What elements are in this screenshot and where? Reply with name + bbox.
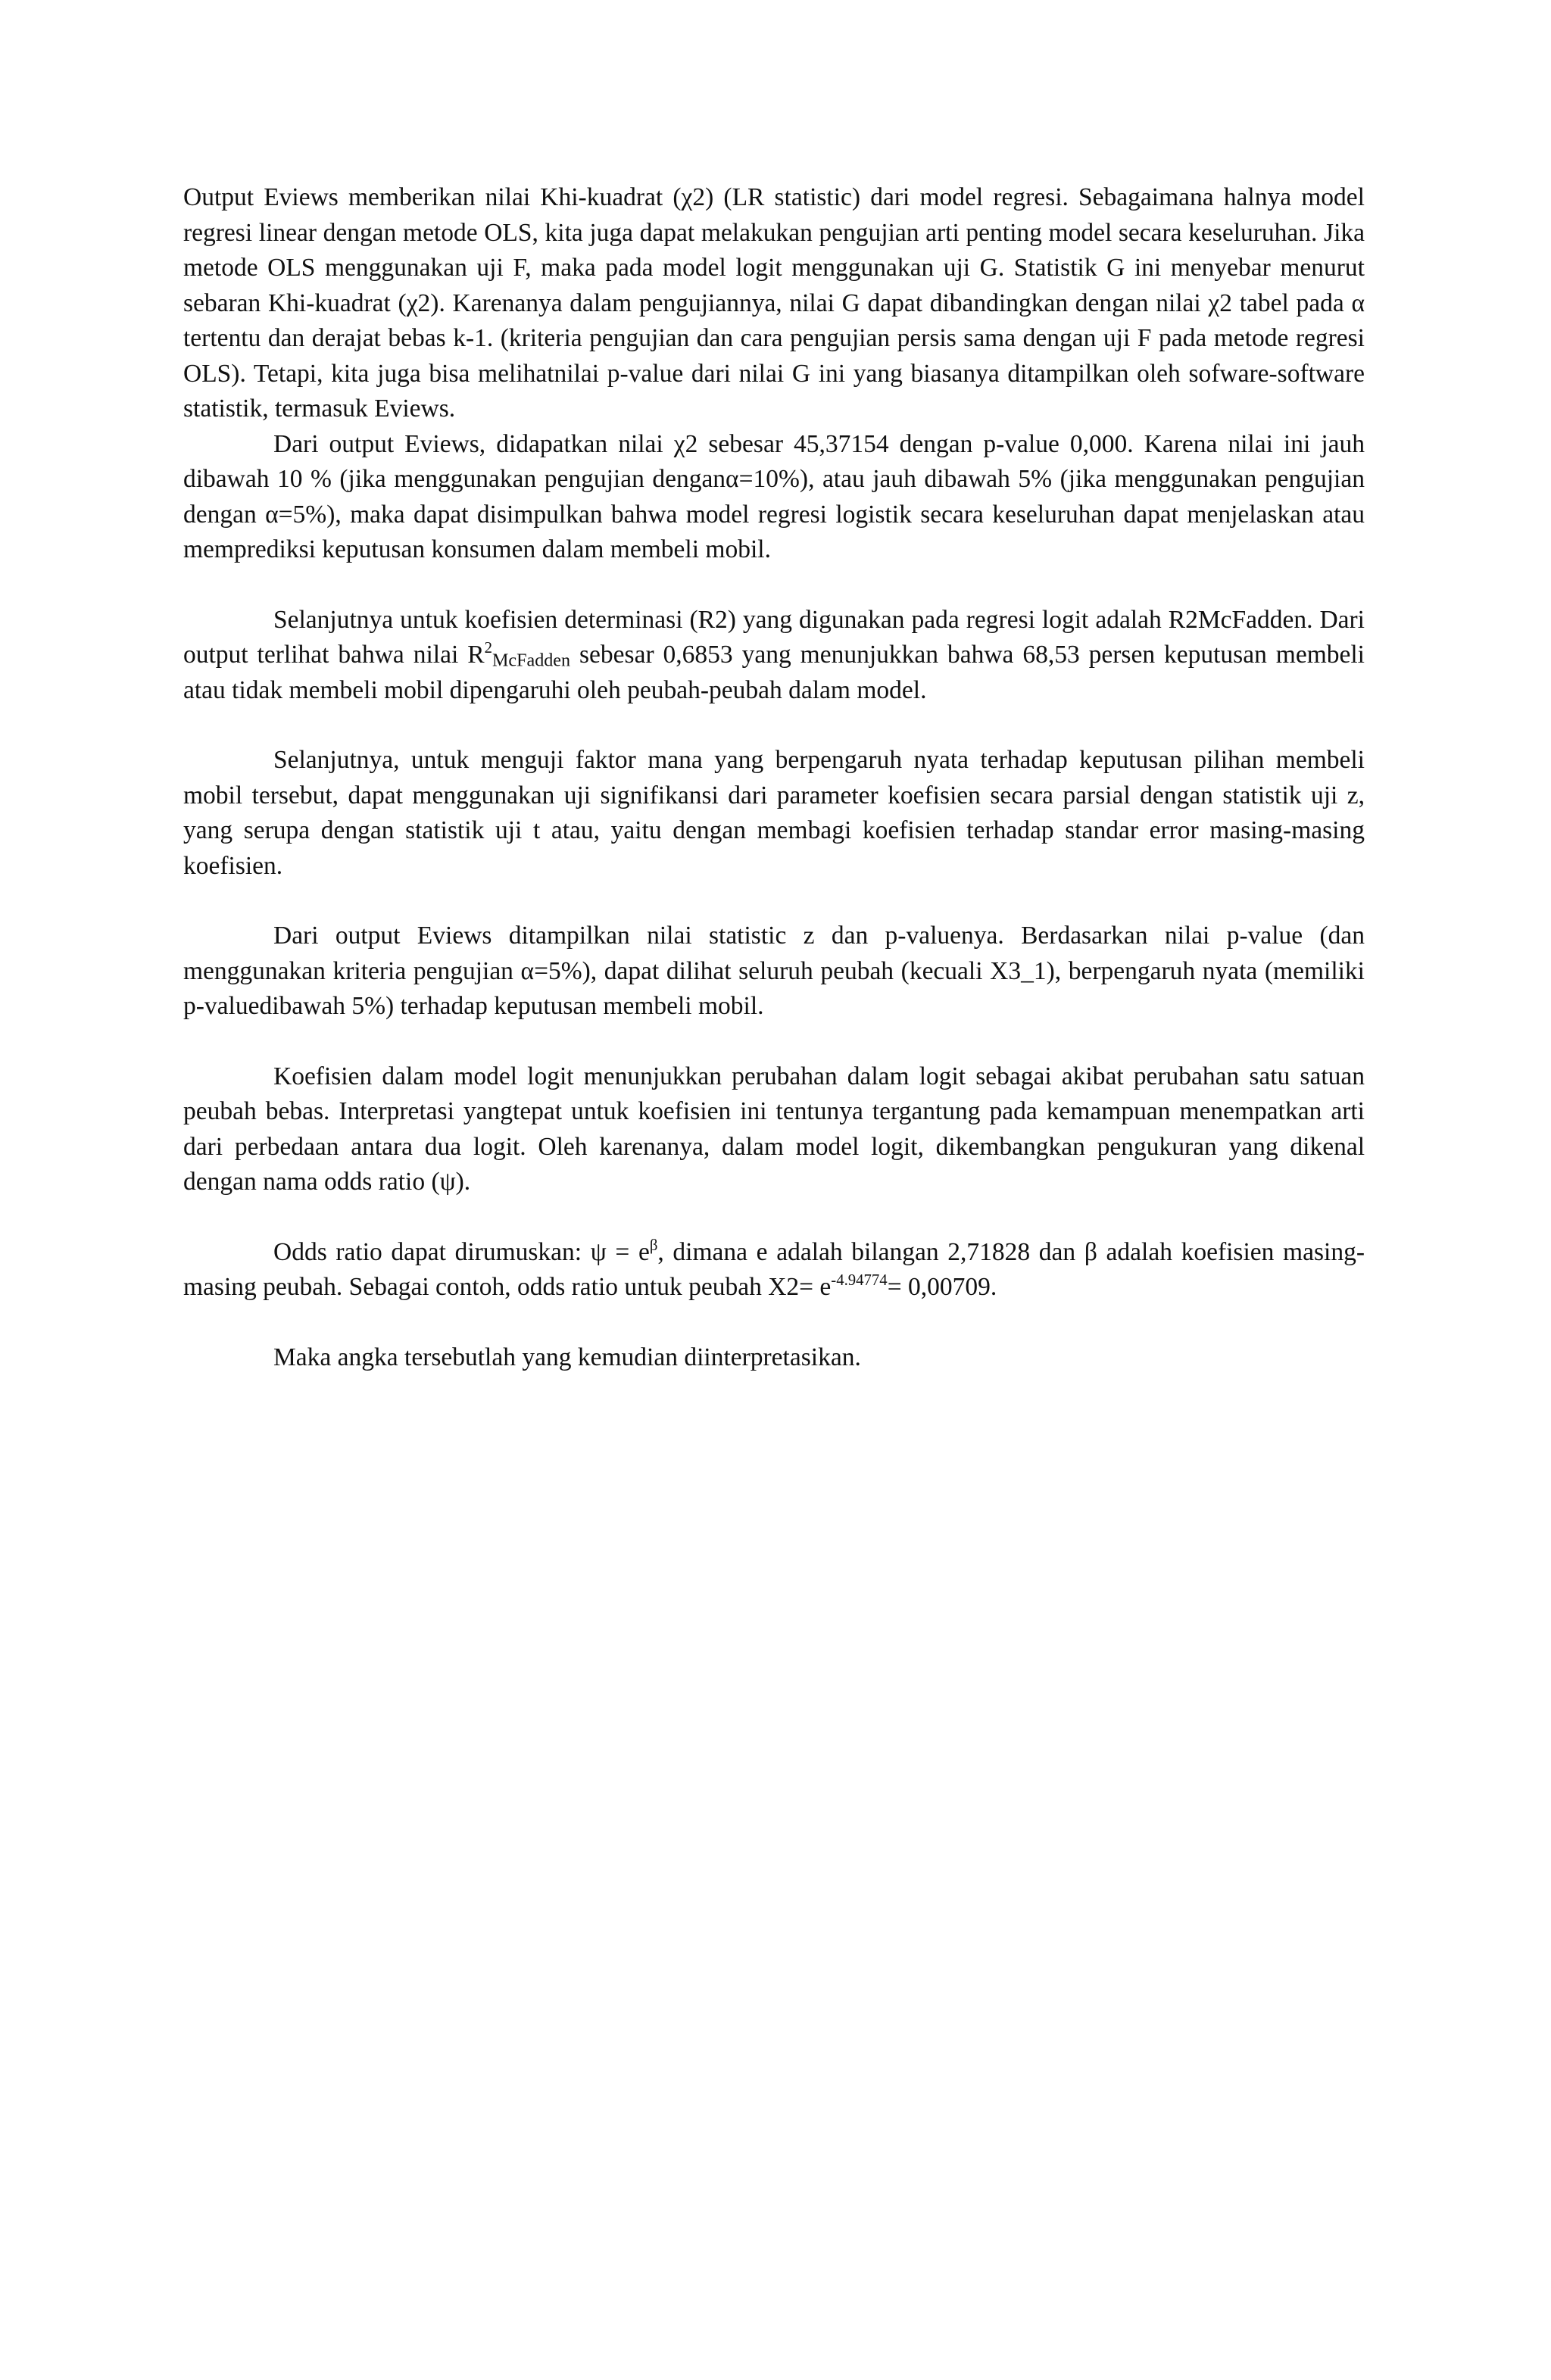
paragraph-chi-square-intro: Output Eviews memberikan nilai Khi-kuadrat (χ2) (LR statistic) dari model regresi. Sebagaimana halnya model regresi linear dengan metode OLS, kita juga dapat melakukan pengujian arti penting model secara keseluruhan. Jika metode OLS menggunakan uji F, maka pada model logit menggunakan uji G. Statistik G ini menyebar menurut sebaran Khi-kuadrat (χ2). Karenanya dalam pengujiannya, nilai G dapat dibandingkan dengan nilai χ2 tabel pada α tertentu dan derajat bebas k-1. (kriteria pengujian dan cara pengujian persis sama dengan uji F pada metode regresi OLS). Tetapi, kita juga bisa melihatnilai p-value dari nilai G ini yang biasanya ditampilkan oleh sofware-software statistik, termasuk Eviews. bbox=[183, 183, 1365, 423]
paragraph-conclusion: Maka angka tersebutlah yang kemudian diinterpretasikan. bbox=[273, 1343, 861, 1371]
beta-superscript: β bbox=[649, 1236, 658, 1254]
mcfadden-text-part1: Selanjutnya untuk koefisien determinasi (R2) yang digunakan pada regresi logit adalah R2McFadden. Dari output terlihat bahwa nilai R bbox=[183, 605, 1365, 669]
r-squared-superscript: 2 bbox=[484, 639, 492, 657]
paragraph-z-result: Dari output Eviews ditampilkan nilai statistic z dan p-valuenya. Berdasarkan nilai p-value (dan menggunakan kriteria pengujian α=5%), dapat dilihat seluruh peubah (kecuali X3_1), berpengaruh nyata (memiliki p-valuedibawah 5%) terhadap keputusan membeli mobil. bbox=[183, 922, 1365, 1020]
paragraph-logit-coefficient: Koefisien dalam model logit menunjukkan perubahan dalam logit sebagai akibat perubahan satu satuan peubah bebas. Interpretasi yangtepat untuk koefisien ini tentunya tergantung pada kemampuan menempatkan arti dari perbedaan antara dua logit. Oleh karenanya, dalam model logit, dikembangkan pengukuran yang dikenal dengan nama odds ratio (ψ). bbox=[183, 1062, 1365, 1196]
odds-text-part3: = 0,00709. bbox=[887, 1273, 997, 1301]
paragraph-z-test: Selanjutnya, untuk menguji faktor mana yang berpengaruh nyata terhadap keputusan pilihan membeli mobil tersebut, dapat menggunakan uji signifikansi dari parameter koefisien secara parsial dengan statistik uji z, yang serupa dengan statistik uji t atau, yaitu dengan membagi koefisien terhadap standar error masing-masing koefisien. bbox=[183, 746, 1365, 880]
odds-text-part2: , dimana e adalah bilangan 2,71828 dan β adalah koefisien masing-masing peubah. Sebagai contoh, odds ratio untuk peubah X2= e bbox=[183, 1237, 1365, 1301]
odds-text-part1: Odds ratio dapat dirumuskan: ψ = e bbox=[273, 1237, 650, 1266]
mcfadden-subscript: McFadden bbox=[492, 650, 571, 671]
paragraph-odds-ratio bbox=[183, 1235, 1365, 1305]
document-page bbox=[183, 180, 1365, 1375]
exponent-superscript: -4.94774 bbox=[831, 1271, 888, 1290]
paragraph-chi-square-result: Dari output Eviews, didapatkan nilai χ2 sebesar 45,37154 dengan p-value 0,000. Karena nilai ini jauh dibawah 10 % (jika menggunakan pengujian denganα=10%), atau jauh dibawah 5% (jika menggunakan pengujian dengan α=5%), maka dapat disimpulkan bahwa model regresi logistik secara keseluruhan dapat menjelaskan atau memprediksi keputusan konsumen dalam membeli mobil. bbox=[183, 429, 1365, 563]
paragraph-mcfadden bbox=[183, 603, 1365, 709]
mcfadden-text-part2: sebesar 0,6853 yang menunjukkan bahwa 68,53 persen keputusan membeli atau tidak membeli mobil dipengaruhi oleh peubah-peubah dalam model. bbox=[183, 641, 1365, 704]
